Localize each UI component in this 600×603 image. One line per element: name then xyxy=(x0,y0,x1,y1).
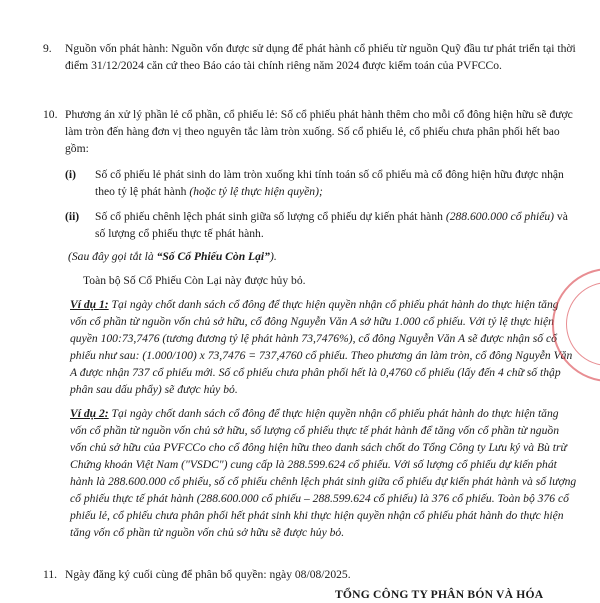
sub-item-i-text xyxy=(95,166,575,200)
example-2 xyxy=(70,405,578,541)
called-term: “Số Cổ Phiếu Còn Lại” xyxy=(156,250,270,263)
example-2-label: Ví dụ 2: xyxy=(70,407,109,420)
sub-item-ii-label: (ii) xyxy=(65,210,80,223)
sub-item-ii-body-b: và số lượng cổ phiếu thực tế phát hành. xyxy=(95,210,568,240)
item-10-text: Phương án xử lý phần lẻ cổ phần, cổ phiếu lẻ: Số cổ phiếu phát hành thêm cho mỗi cổ đông hiện hữu sẽ được làm tròn đến hàng đơn vị theo nguyên tắc làm tròn xuống. Số cổ phiếu lẻ, cổ phiếu chưa phân phối hết bao gồm: xyxy=(65,108,573,155)
sub-item-ii-text xyxy=(95,208,575,242)
red-seal-inner-ring xyxy=(566,282,600,366)
item-11-number: 11. xyxy=(43,568,58,581)
example-1-label: Ví dụ 1: xyxy=(70,298,109,311)
called-note xyxy=(68,248,578,265)
called-prefix: (Sau đây gọi tắt là xyxy=(68,250,157,263)
example-1-text: Tại ngày chốt danh sách cổ đông để thực hiện quyền nhận cổ phiếu phát hành do thực hiện tăng vốn cổ phần từ nguồn vốn chủ sở hữu, cổ đông Nguyễn Văn A sở hữu 1.000 cổ phiếu. Với tỷ lệ thực hiện quyền 100:73,7476 (tương đương tỷ lệ phát hành 73,7476%), cổ đông Nguyễn Văn A sẽ được nhận số cổ phiếu như sau: (1.000/100) x 73,7476 = 737,4760 cổ phiếu. Theo phương án làm tròn, cổ đông Nguyễn Văn A được nhận 737 cổ phiếu mới. Số cổ phiếu chưa phân phối hết là 0,4760 cổ phiếu (lấy đến 4 chữ số thập phân sau dấu phẩy) sẽ được hủy bỏ. xyxy=(70,298,573,396)
sub-item-i-italic: (hoặc tỷ lệ thực hiện quyền); xyxy=(189,185,323,198)
company-footer: TỔNG CÔNG TY PHÂN BÓN VÀ HÓA xyxy=(335,588,544,601)
example-1 xyxy=(70,296,578,398)
item-9-number: 9. xyxy=(43,42,52,55)
sub-item-ii-italic: (288.600.000 cổ phiếu) xyxy=(445,210,555,223)
item-11-text: Ngày đăng ký cuối cùng để phân bổ quyền: ngày 08/08/2025. xyxy=(65,568,351,581)
sub-item-i-body: Số cổ phiếu lẻ phát sinh do làm tròn xuống khi tính toán số cổ phiếu mà cổ đông hiện hữu được nhận theo tỷ lệ phát hành xyxy=(95,168,564,198)
sub-item-i-label: (i) xyxy=(65,168,76,181)
cancel-line: Toàn bộ Số Cổ Phiếu Còn Lại này được hủy bỏ. xyxy=(83,274,306,287)
sub-item-ii-body-a: Số cổ phiếu chênh lệch phát sinh giữa số lượng cổ phiếu dự kiến phát hành xyxy=(95,210,446,223)
called-suffix: ). xyxy=(269,250,277,263)
item-10-number: 10. xyxy=(43,108,58,121)
item-9-text: Nguồn vốn phát hành: Nguồn vốn được sử dụng để phát hành cổ phiếu từ nguồn Quỹ đầu tư phát triển tại thời điểm 31/12/2024 căn cứ theo Báo cáo tài chính riêng năm 2024 được kiểm toán của PVFCCo. xyxy=(65,42,576,72)
example-2-text: Tại ngày chốt danh sách cổ đông để thực hiện quyền nhận cổ phiếu phát hành do thực hiện tăng vốn cổ phần từ nguồn vốn chủ sở hữu, số lượng cổ phiếu thực tế phát hành để tăng vốn cổ phần từ nguồn vốn chủ sở hữu của PVFCCo cho cổ đông hiện hữu theo danh sách chốt do Tổng Công ty Lưu ký và Bù trừ Chứng khoán Việt Nam ("VSDC") cung cấp là 288.599.624 cổ phiếu. Với số lượng cổ phiếu dự kiến phát hành là 288.600.000 cổ phiếu, số cổ phiếu chênh lệch phát sinh giữa cổ phiếu dự kiến phát hành và số lượng cổ phiếu thực tế phát hành (288.600.000 cổ phiếu – 288.599.624 cổ phiếu) là 376 cổ phiếu. Toàn bộ 376 cổ phiếu lẻ, cổ phiếu chưa phân phối hết phát sinh khi thực hiện quyền nhận cổ phiếu phát hành do thực hiện tăng vốn cổ phần từ nguồn vốn chủ sở hữu sẽ được hủy bỏ. xyxy=(70,407,577,539)
